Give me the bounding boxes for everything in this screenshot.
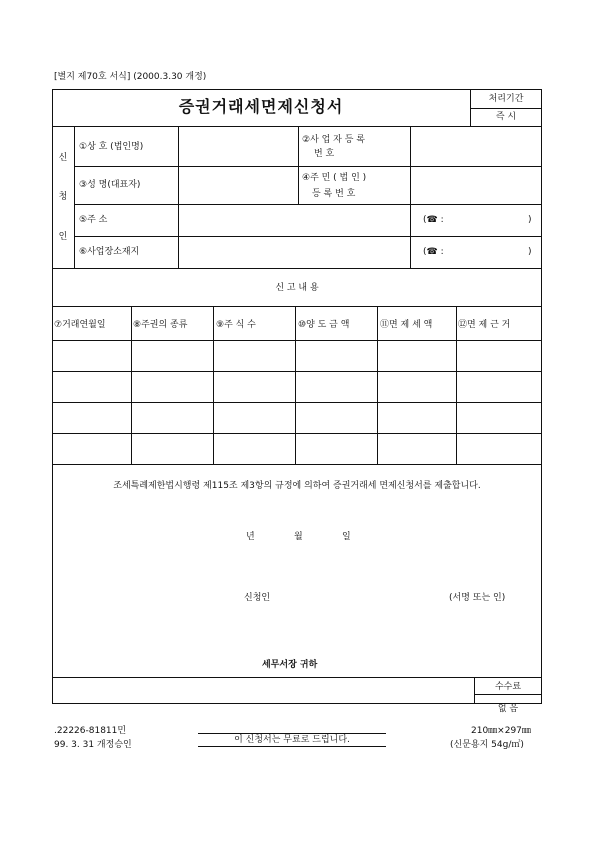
paper-size: 210㎜×297㎜ xyxy=(471,726,531,736)
table-col-divider-1 xyxy=(131,306,132,464)
processing-period-label: 처리기간 xyxy=(488,94,524,104)
address-label: ⑤주 소 xyxy=(79,215,108,225)
right-col-divider xyxy=(410,126,411,268)
table-line-1 xyxy=(52,371,542,372)
column-header-transaction-date: ⑦거래연월일 xyxy=(54,320,106,330)
table-bottom-line xyxy=(52,464,542,465)
resident-number-label-line2: 등 록 번 호 xyxy=(312,189,356,199)
processing-divider xyxy=(470,108,542,109)
table-line-0 xyxy=(52,340,542,341)
fee-mid-line xyxy=(474,694,542,695)
phone-close-address: ) xyxy=(528,215,532,225)
report-heading: 신 고 내 용 xyxy=(275,283,319,293)
applicant-row-line-2 xyxy=(74,204,542,205)
addressee: 세무서장 귀하 xyxy=(262,660,318,670)
table-col-divider-2 xyxy=(213,306,214,464)
column-header-share-count: ⑨주 식 수 xyxy=(216,320,256,330)
title-bottom-line xyxy=(52,126,542,127)
table-line-2 xyxy=(52,402,542,403)
phone-label-workplace: (☎ : xyxy=(423,247,444,257)
date-year: 년 xyxy=(246,532,255,542)
phone-close-workplace: ) xyxy=(528,247,532,257)
applicant-side-label-1: 신 xyxy=(58,153,68,163)
form-code: .22226-81811민 xyxy=(54,726,127,736)
date-day: 일 xyxy=(342,532,351,542)
column-header-transfer-amount: ⑩양 도 금 액 xyxy=(298,320,350,330)
approval-date: 99. 3. 31 개정승인 xyxy=(54,740,132,750)
table-line-3 xyxy=(52,433,542,434)
paper-type: (신문용지 54g/㎡) xyxy=(450,740,524,750)
table-col-divider-4 xyxy=(377,306,378,464)
free-notice: 이 신청서는 무료로 드립니다. xyxy=(198,733,386,747)
representative-name-label: ③성 명(대표자) xyxy=(79,180,141,190)
column-header-exemption-basis: ⑫면 제 근 거 xyxy=(458,320,511,330)
table-col-divider-3 xyxy=(295,306,296,464)
applicant-side-label-3: 인 xyxy=(58,232,68,242)
form-reference: [별지 제70호 서식] (2000.3.30 개정) xyxy=(54,72,207,82)
biz-reg-label-line2: 번 호 xyxy=(314,149,335,159)
column-header-exempt-tax: ⑪면 제 세 액 xyxy=(380,320,433,330)
fee-label: 수수료 xyxy=(494,682,522,692)
workplace-address-label: ⑥사업장소재지 xyxy=(79,247,140,257)
phone-label-address: (☎ : xyxy=(423,215,444,225)
applicant-side-label-2: 청 xyxy=(58,192,68,202)
resident-number-label-line1: ④주 민 ( 법 인 ) xyxy=(302,173,367,183)
applicant-bottom-line xyxy=(52,268,542,269)
signature-or-seal: (서명 또는 인) xyxy=(449,593,506,603)
middle-col-divider xyxy=(298,126,299,204)
report-heading-line xyxy=(52,306,542,307)
column-header-stock-type: ⑧주권의 종류 xyxy=(133,320,188,330)
date-month: 월 xyxy=(294,532,303,542)
applicant-side-divider xyxy=(74,126,75,268)
form-title: 증권거래세면제신청서 xyxy=(178,97,344,116)
fee-value: 없 음 xyxy=(497,704,519,714)
label-col-divider xyxy=(178,126,179,268)
company-name-label: ①상 호 (법인명) xyxy=(79,142,144,152)
biz-reg-label-line1: ②사 업 자 등 록 xyxy=(302,135,365,145)
applicant-sign-label: 신청인 xyxy=(244,593,271,603)
processing-period-value: 즉 시 xyxy=(495,112,517,122)
table-col-divider-5 xyxy=(456,306,457,464)
applicant-row-line-1 xyxy=(74,166,542,167)
submission-statement: 조세특례제한법시행령 제115조 제3항의 규정에 의하여 증권거래세 면제신청서를 제출합니다. xyxy=(113,481,481,491)
applicant-row-line-3 xyxy=(74,236,542,237)
fee-top-line xyxy=(52,677,542,678)
